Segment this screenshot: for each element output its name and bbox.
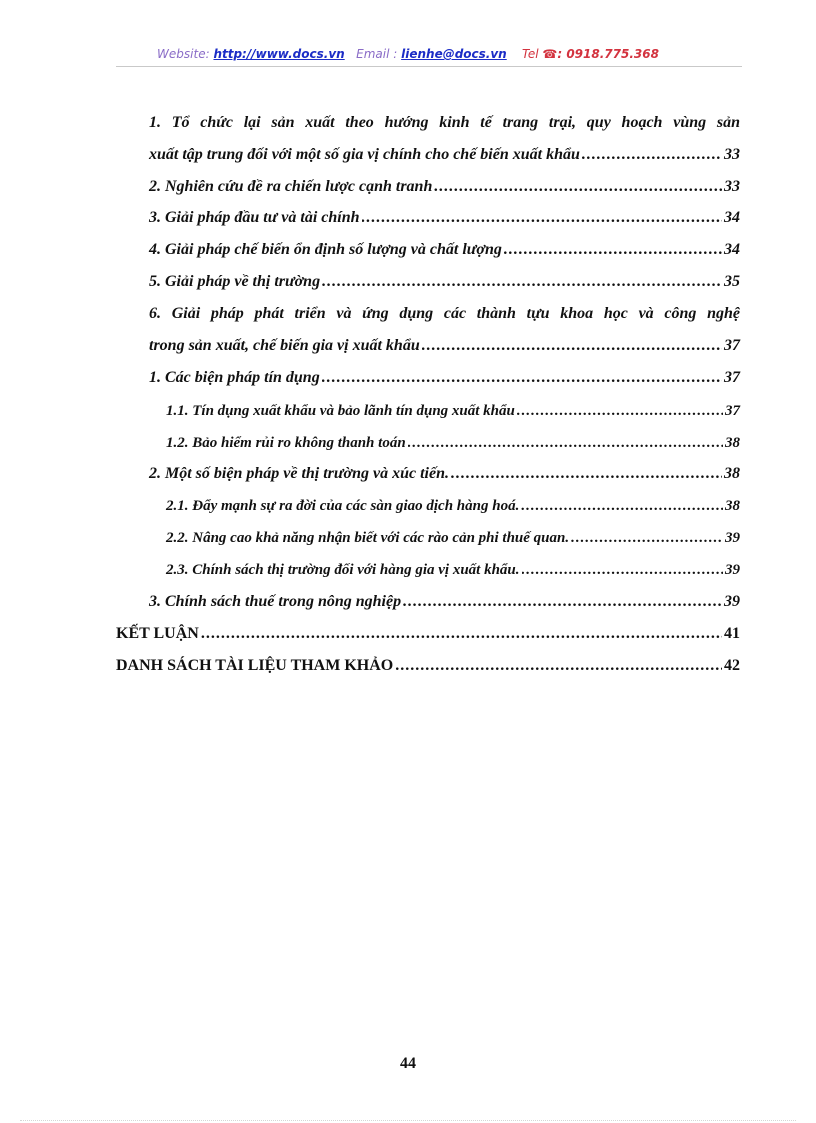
toc-item-1-page: 33: [724, 146, 740, 163]
toc-b1-1[interactable]: [166, 401, 740, 421]
toc-references-title: DANH SÁCH TÀI LIỆU THAM KHẢO: [116, 657, 394, 674]
header-divider: [116, 66, 742, 67]
website-label: Website:: [157, 47, 210, 61]
toc-b2-3-title: 2.3. Chính sách thị trường đối với hàng gia vị xuất khẩu.: [166, 562, 520, 578]
toc-item-5[interactable]: [149, 272, 740, 292]
toc-b2-1-page: 38: [725, 498, 740, 514]
toc-b1-1-page: 37: [725, 403, 740, 419]
toc-leader-dots: [582, 145, 722, 165]
email-label: Email :: [356, 47, 398, 61]
phone-icon: ☎: [542, 47, 558, 61]
toc-leader-dots: [571, 528, 723, 548]
toc-b2-1-title: 2.1. Đẩy mạnh sự ra đời của các sàn giao dịch hàng hoá.: [166, 498, 520, 514]
footer-divider: [20, 1120, 796, 1121]
tel-number: : 0918.775.368: [557, 47, 659, 61]
toc-leader-dots: [322, 368, 722, 388]
toc-leader-dots: [322, 272, 722, 292]
toc-item-6[interactable]: [149, 336, 740, 356]
toc-leader-dots: [408, 433, 723, 453]
toc-b3-page: 39: [724, 593, 740, 610]
toc-b2-3[interactable]: [166, 560, 740, 580]
tel-label: Tel: [522, 47, 539, 61]
toc-b3-title: 3. Chính sách thuế trong nông nghiệp: [149, 593, 402, 610]
toc-item-3-title: 3. Giải pháp đầu tư và tài chính: [149, 209, 360, 226]
toc-b2-3-page: 39: [725, 562, 740, 578]
toc-item-6-line-2: trong sản xuất, chế biến gia vị xuất khẩu: [149, 337, 420, 354]
toc-conclusion-page: 41: [724, 625, 740, 642]
toc-item-4-title: 4. Giải pháp chế biến ổn định số lượng và chất lượng: [149, 241, 502, 258]
toc-b2-page: 38: [724, 465, 740, 482]
toc-item-5-title: 5. Giải pháp về thị trường: [149, 273, 321, 290]
toc-leader-dots: [451, 464, 722, 484]
toc-item-1[interactable]: [149, 145, 740, 165]
toc-b2-2-title: 2.2. Nâng cao khả năng nhận biết với các rào cản phi thuế quan.: [166, 530, 570, 546]
toc-item-2[interactable]: [149, 177, 740, 197]
toc-b2[interactable]: [149, 464, 740, 484]
toc-leader-dots: [521, 496, 723, 516]
toc-leader-dots: [201, 624, 722, 644]
toc-item-3[interactable]: [149, 208, 740, 228]
toc-leader-dots: [504, 240, 722, 260]
toc-b1-2-title: 1.2. Bảo hiểm rủi ro không thanh toán: [166, 435, 406, 451]
toc-b3[interactable]: [149, 592, 740, 612]
toc-b2-2[interactable]: [166, 528, 740, 548]
toc-item-4[interactable]: [149, 240, 740, 260]
toc-b1-2-page: 38: [725, 435, 740, 451]
toc-conclusion[interactable]: [116, 624, 740, 644]
toc-item-1-line-2: xuất tập trung đối với một số gia vị chính cho chế biến xuất khẩu: [149, 146, 580, 163]
toc-item-5-page: 35: [724, 273, 740, 290]
toc-b2-title: 2. Một số biện pháp về thị trường và xúc tiến.: [149, 465, 449, 482]
toc-leader-dots: [517, 401, 723, 421]
email-link[interactable]: lienhe@docs.vn: [401, 47, 507, 61]
toc-item-3-page: 34: [724, 209, 740, 226]
toc-item-6-line-1[interactable]: 6. Giải pháp phát triển và ứng dụng các thành tựu khoa học và công nghệ: [149, 305, 740, 322]
toc-leader-dots: [395, 656, 722, 676]
toc-item-2-title: 2. Nghiên cứu đề ra chiến lược cạnh tranh: [149, 178, 433, 195]
toc-b1-2[interactable]: [166, 433, 740, 453]
toc-b1[interactable]: [149, 368, 740, 388]
toc-item-1-line-1[interactable]: 1. Tổ chức lại sản xuất theo hướng kinh tế trang trại, quy hoạch vùng sản: [149, 114, 740, 131]
website-link[interactable]: http://www.docs.vn: [213, 47, 345, 61]
toc-references[interactable]: [116, 656, 740, 676]
toc-b1-1-title: 1.1. Tín dụng xuất khẩu và bảo lãnh tín dụng xuất khẩu: [166, 403, 515, 419]
toc-leader-dots: [434, 177, 722, 197]
toc-leader-dots: [403, 592, 722, 612]
toc-leader-dots: [422, 336, 722, 356]
page-number: 44: [400, 1055, 416, 1072]
toc-leader-dots: [522, 560, 723, 580]
toc-b2-2-page: 39: [725, 530, 740, 546]
toc-item-4-page: 34: [724, 241, 740, 258]
toc-b2-1[interactable]: [166, 496, 740, 516]
toc-b1-page: 37: [724, 369, 740, 386]
toc-leader-dots: [362, 208, 722, 228]
toc-references-page: 42: [724, 657, 740, 674]
toc-item-2-page: 33: [724, 178, 740, 195]
toc-b1-title: 1. Các biện pháp tín dụng: [149, 369, 320, 386]
toc-item-6-page: 37: [724, 337, 740, 354]
page-header: [0, 47, 816, 61]
toc-conclusion-title: KẾT LUẬN: [116, 625, 199, 642]
